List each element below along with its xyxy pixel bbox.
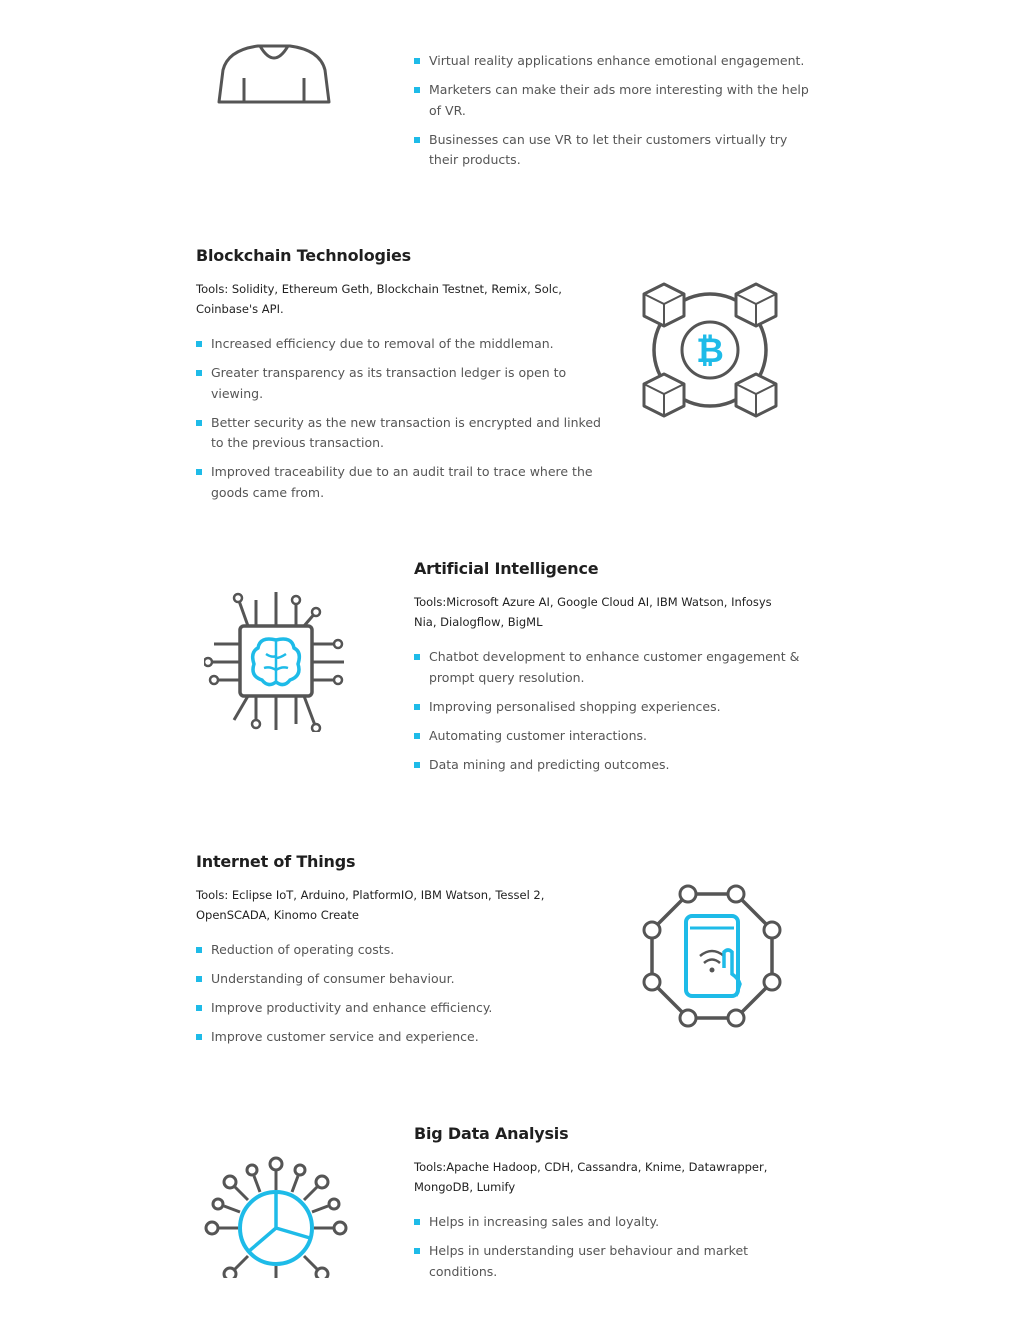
- tools-text: Tools:Microsoft Azure AI, Google Cloud AI, IBM Watson, Infosys Nia, Dialogflow, BigML: [414, 595, 772, 629]
- bitcoin-blockchain-icon: [640, 278, 780, 422]
- bigdata-section: [414, 1124, 816, 1291]
- list-item: Greater transparency as its transaction ledger is open to viewing.: [196, 363, 612, 404]
- blockchain-benefits-list: [196, 334, 612, 503]
- tools-text: Tools:Apache Hadoop, CDH, Cassandra, Knime, Datawrapper, MongoDB, Lumify: [414, 1160, 768, 1194]
- big-data-chart-network-icon: [204, 1156, 348, 1278]
- vr-headset-icon: [214, 40, 334, 110]
- list-item: Increased efficiency due to removal of the middleman.: [196, 334, 612, 355]
- list-item: Helps in understanding user behaviour and market conditions.: [414, 1241, 816, 1282]
- list-item: Chatbot development to enhance customer engagement & prompt query resolution.: [414, 647, 816, 688]
- list-item: Better security as the new transaction is encrypted and linked to the previous transaction.: [196, 413, 612, 454]
- svg-text:₿: ₿: [696, 331, 724, 371]
- list-item: Automating customer interactions.: [414, 726, 816, 747]
- section-title: Blockchain Technologies: [196, 246, 412, 265]
- list-item: Marketers can make their ads more interesting with the help of VR.: [414, 80, 816, 121]
- list-item: Improve customer service and experience.: [196, 1027, 612, 1048]
- blockchain-section: [196, 246, 612, 512]
- list-item: Virtual reality applications enhance emotional engagement.: [414, 51, 816, 72]
- list-item: Reduction of operating costs.: [196, 940, 612, 961]
- list-item: Data mining and predicting outcomes.: [414, 755, 816, 776]
- list-item: Understanding of consumer behaviour.: [196, 969, 612, 990]
- iot-phone-network-icon: [640, 884, 784, 1028]
- list-item: Improve productivity and enhance efficiency.: [196, 998, 612, 1019]
- section-title: Internet of Things: [196, 852, 356, 871]
- vr-benefits-list: [414, 51, 816, 171]
- list-item: Improving personalised shopping experiences.: [414, 697, 816, 718]
- tools-text: Tools: Solidity, Ethereum Geth, Blockchain Testnet, Remix, Solc, Coinbase's API.: [196, 282, 562, 316]
- list-item: Businesses can use VR to let their customers virtually try their products.: [414, 130, 816, 171]
- ai-benefits-list: [414, 647, 816, 775]
- list-item: Improved traceability due to an audit trail to trace where the goods came from.: [196, 462, 612, 503]
- tools-text: Tools: Eclipse IoT, Arduino, PlatformIO, IBM Watson, Tessel 2, OpenSCADA, Kinomo Create: [196, 888, 545, 922]
- ai-section: [414, 559, 816, 784]
- ai-brain-chip-icon: [204, 592, 348, 732]
- iot-section: [196, 852, 612, 1056]
- section-title: Big Data Analysis: [414, 1124, 569, 1143]
- section-title: Artificial Intelligence: [414, 559, 599, 578]
- list-item: Helps in increasing sales and loyalty.: [414, 1212, 816, 1233]
- bigdata-benefits-list: [414, 1212, 816, 1282]
- vr-section: [414, 51, 816, 179]
- iot-benefits-list: [196, 940, 612, 1048]
